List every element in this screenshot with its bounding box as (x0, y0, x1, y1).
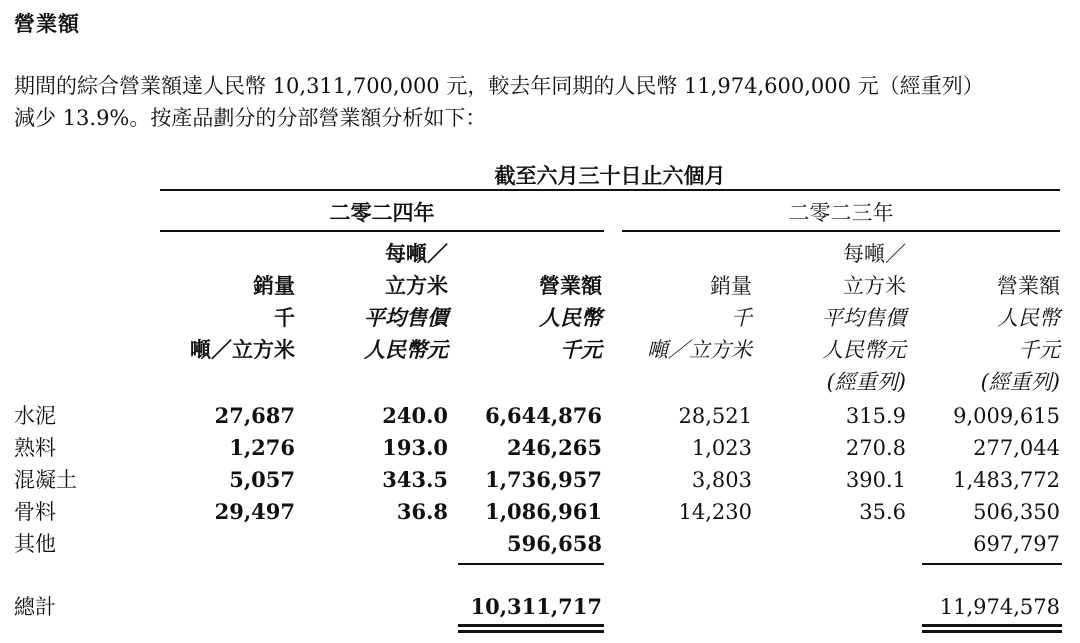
table-row (0, 432, 1080, 464)
period-rule (160, 189, 1060, 191)
turnover-2023: 506,350 (973, 500, 1060, 524)
volume-2023: 1,023 (691, 436, 752, 460)
total-double-rule-2024-bottom (458, 630, 604, 633)
subtotal-rule-2023 (922, 563, 1062, 565)
intro-paragraph (14, 70, 1074, 134)
row-label: 混凝土 (14, 468, 77, 492)
turnover-2024: 596,658 (507, 531, 602, 556)
turnover-2024: 1,086,961 (485, 499, 602, 524)
total-row (0, 591, 1080, 623)
total-double-rule-2024-top (458, 624, 604, 627)
volume-2024: 29,497 (214, 499, 295, 524)
avg-price-2024: 240.0 (382, 403, 448, 428)
turnover-2024: 246,265 (507, 435, 602, 460)
turnover-2024: 6,644,876 (485, 403, 602, 428)
turnover-2023: 697,797 (973, 532, 1060, 556)
hdr-2023-volume: 銷量 千 噸／立方米 (647, 274, 752, 362)
avg-price-2023: 315.9 (845, 404, 906, 428)
total-label: 總計 (14, 595, 56, 619)
hdr-2024-volume: 銷量 千 噸／立方米 (190, 273, 295, 362)
year-2024-header: 二零二四年 (329, 200, 435, 225)
hdr-2023-avg-price: 每噸／ 立方米 平均售價 人民幣元 (經重列) (822, 242, 906, 394)
total-turnover-2023: 11,974,578 (939, 595, 1060, 619)
volume-2024: 5,057 (229, 467, 295, 492)
volume-2024: 1,276 (229, 435, 295, 460)
volume-2023: 28,521 (678, 404, 752, 428)
turnover-2023: 1,483,772 (953, 468, 1060, 492)
volume-2023: 3,803 (691, 468, 752, 492)
total-turnover-2024: 10,311,717 (470, 594, 602, 619)
volume-2023: 14,230 (678, 500, 752, 524)
total-double-rule-2023-bottom (922, 630, 1062, 633)
section-heading: 營業額 (14, 12, 80, 36)
hdr-2024-avg-price: 每噸／ 立方米 平均售價 人民幣元 (364, 241, 448, 362)
total-double-rule-2023-top (922, 624, 1062, 627)
intro-line-2: 減少 13.9%。按產品劃分的分部營業額分析如下： (14, 106, 487, 130)
year-2024-rule (160, 230, 604, 232)
year-2023-rule (622, 230, 1060, 232)
avg-price-2023: 390.1 (845, 468, 906, 492)
turnover-2023: 277,044 (973, 436, 1060, 460)
row-label: 水泥 (14, 404, 56, 428)
avg-price-2024: 343.5 (382, 467, 448, 492)
avg-price-2023: 270.8 (845, 436, 906, 460)
hdr-2023-turnover: 營業額 人民幣 千元 (經重列) (980, 274, 1060, 394)
row-label: 熟料 (14, 436, 56, 460)
turnover-2023: 9,009,615 (953, 404, 1060, 428)
avg-price-2023: 35.6 (859, 500, 906, 524)
avg-price-2024: 193.0 (382, 435, 448, 460)
table-row (0, 528, 1080, 560)
period-title: 截至六月三十日止六個月 (494, 163, 726, 188)
avg-price-2024: 36.8 (396, 499, 448, 524)
year-2023-header: 二零二三年 (788, 201, 894, 225)
row-label: 骨料 (14, 500, 56, 524)
turnover-2024: 1,736,957 (485, 467, 602, 492)
table-row (0, 464, 1080, 496)
table-row (0, 496, 1080, 528)
subtotal-rule-2024 (458, 563, 604, 565)
table-row (0, 400, 1080, 432)
intro-line-1: 期間的綜合營業額達人民幣 10,311,700,000 元，較去年同期的人民幣 11,974,600,000 元（經重列） (14, 74, 984, 98)
volume-2024: 27,687 (214, 403, 295, 428)
hdr-2024-turnover: 營業額 人民幣 千元 (539, 273, 602, 362)
row-label: 其他 (14, 532, 56, 556)
